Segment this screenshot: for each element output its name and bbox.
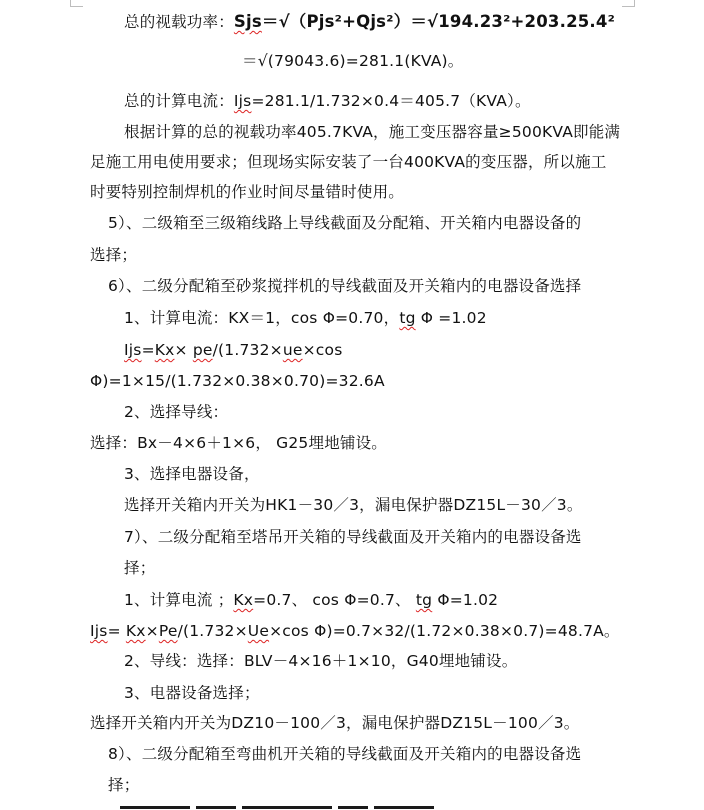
section-6-equipment-label: 3、选择电器设备， [124,465,260,483]
cut-off-text-line [120,800,460,810]
section-7-heading-line-1: 7）、二级分配箱至塔吊开关箱的导线截面及开关箱内的电器设备选 [124,528,582,546]
ue-symbol: Ue [247,622,270,640]
section-7-equipment-choice: 选择开关箱内开关为DZ10－100／3，漏电保护器DZ15L－100／3。 [90,714,580,732]
section-7-current-label: 1、计算电流 ； [124,591,234,609]
sjs-symbol: Sjs [233,12,262,31]
section-7-tg-value: Φ=1.02 [432,591,499,609]
apparent-power-result-line: ＝√(79043.6)=281.1(KVA)。 [242,52,464,70]
section-6-formula-line-2: Φ)=1×15/(1.732×0.38×0.70)=32.6A [90,372,385,390]
total-current-value: =281.1/1.732×0.4＝405.7（KVA）。 [251,92,531,110]
section-6-current-params-text: 1、计算电流：KX＝1，cos Φ=0.70， [124,309,400,327]
formula-divisor: /(1.732× [212,341,283,359]
total-current-line [124,90,531,112]
kx-symbol: Kx [125,622,146,640]
section-7-cos-value: =0.7、 cos Φ=0.7、 [253,591,416,609]
paragraph-line-1: 根据计算的总的视载功率405.7KVA，施工变压器容量≥500KVA即能满 [124,123,621,141]
section-7-heading-line-2: 择； [124,559,156,577]
apparent-power-formula: ＝√（Pjs²+Qjs²）＝√194.23²+203.25.4² [261,12,616,31]
times-sign: × [145,622,159,640]
section-7-current-params [124,589,498,611]
section-7-equipment-label: 3、电器设备选择； [124,684,260,702]
section-6-equipment-choice: 选择开关箱内开关为HK1－30／3，漏电保护器DZ15L－30／3。 [124,496,583,514]
kx-symbol: Kx [154,341,175,359]
times-sign: × [174,341,193,359]
kx-symbol: Kx [233,591,254,609]
formula-result: ×cos Φ)=0.7×32/(1.72×0.38×0.7)=48.7A。 [269,622,620,640]
equals-sign: = [141,341,155,359]
ijs-symbol: Ijs [90,622,108,640]
total-current-label: 总的计算电流： [124,92,234,110]
equals-sign: = [107,622,126,640]
paragraph-line-3: 时要特别控制焊机的作业时间尽量错时使用。 [90,183,405,201]
formula-divisor: /(1.732× [177,622,248,640]
section-8-heading-line-2: 择； [108,776,140,794]
pe-symbol: pe [192,341,213,359]
ijs-symbol: Ijs [124,341,142,359]
apparent-power-formula-line [124,11,615,33]
section-6-formula-line-1 [124,339,342,361]
page-corner-mark-right [622,0,635,7]
section-6-current-params [124,307,487,329]
page-corner-mark-left [70,0,83,7]
apparent-power-label: 总的视载功率： [124,13,234,31]
tg-symbol: tg [415,591,433,609]
section-6-tg-value: Φ =1.02 [415,309,487,327]
paragraph-line-2: 足施工用电使用要求；但现场实际安装了一台400KVA的变压器，所以施工 [90,153,607,171]
tg-symbol: tg [399,309,416,327]
section-7-formula [90,620,620,642]
section-6-wire-label: 2、选择导线： [124,403,229,421]
section-6-wire-choice: 选择：Bx－4×6＋1×6， G25埋地铺设。 [90,434,387,452]
section-8-heading-line-1: 8）、二级分配箱至弯曲机开关箱的导线截面及开关箱内的电器设备选 [108,745,582,763]
ue-symbol: ue [282,341,303,359]
section-5-heading-line-1: 5）、二级箱至三级箱线路上导线截面及分配箱、开关箱内电器设备的 [108,214,582,232]
pe-symbol: Pe [158,622,178,640]
section-5-heading-line-2: 选择； [90,246,138,264]
section-6-heading: 6）、二级分配箱至砂浆搅拌机的导线截面及开关箱内的电器设备选择 [108,277,582,295]
section-7-wire-choice: 2、导线：选择：BLV－4×16＋1×10，G40埋地铺设。 [124,652,518,670]
formula-cos: ×cos [302,341,343,359]
ijs-symbol: Ijs [233,92,252,110]
